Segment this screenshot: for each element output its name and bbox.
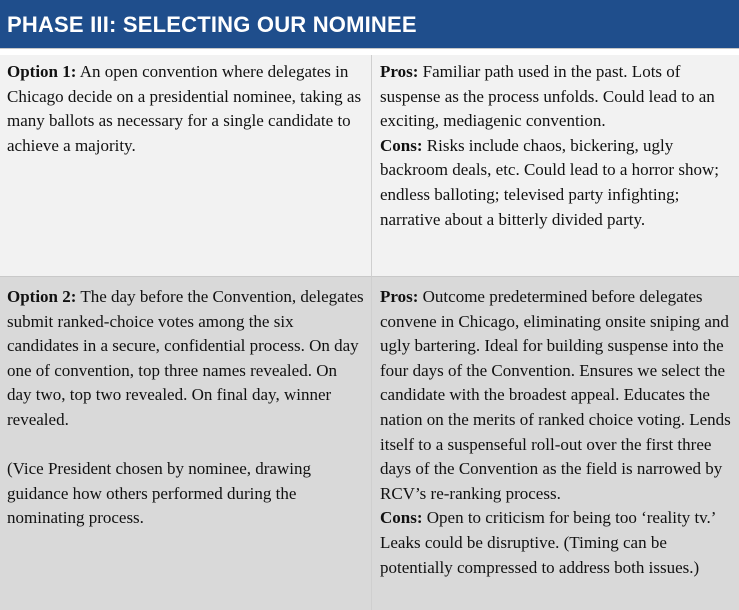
option-2-pros: [380, 285, 733, 506]
option-1-pros-label: Pros:: [380, 62, 419, 81]
option-2-pros-cons: [371, 276, 739, 610]
option-2-text: The day before the Convention, delegates submit ranked-choice votes among the six candidates in a secure, confidential process. On day one of convention, top three names revealed. On day two, top two revealed. On final day, winner revealed.: [7, 287, 364, 429]
option-1-description: [0, 55, 371, 276]
paragraph-gap: [7, 433, 365, 458]
option-1-pros-cons: [371, 55, 739, 276]
option-2-cons: [380, 506, 733, 580]
option-1-cons: [380, 134, 733, 232]
option-2-cons-text: Open to criticism for being too ‘reality tv.’ Leaks could be disruptive. (Timing can be potentially compressed to address both issues.): [380, 508, 716, 577]
option-2-description: [0, 276, 371, 610]
option-1-label: Option 1:: [7, 62, 77, 81]
option-2-label: Option 2:: [7, 287, 77, 306]
option-1-paragraph: [7, 60, 365, 158]
option-1-cons-label: Cons:: [380, 135, 423, 155]
options-table: [0, 55, 739, 610]
option-2-cons-label: Cons:: [380, 508, 423, 528]
page-title: PHASE III: SELECTING OUR NOMINEE: [0, 0, 739, 49]
option-1-pros-text: Familiar path used in the past. Lots of suspense as the process unfolds. Could lead to an exciting, mediagenic convention.: [380, 62, 715, 131]
option-1-text: An open convention where delegates in Chicago decide on a presidential nominee, taking as many ballots as necessary for a single candidate to achieve a majority.: [7, 62, 362, 155]
option-1-pros: [380, 60, 733, 134]
option-2-pros-label: Pros:: [380, 287, 419, 306]
option-1-cons-text: Risks include chaos, bickering, ugly backroom deals, etc. Could lead to a horror show; endless balloting; televised party infighting; narrative about a bitterly divided party.: [380, 135, 719, 229]
option-2-paragraph: [7, 285, 365, 433]
option-2-note: (Vice President chosen by nominee, drawing guidance how others performed during the nominating process.: [7, 459, 311, 528]
option-2-pros-text: Outcome predetermined before delegates convene in Chicago, eliminating onsite sniping and ugly bartering. Ideal for building suspense into the four days of the Convention. Ensures we select the candidate with the broadest appeal. Educates the nation on the merits of ranked choice voting. Lends itself to a suspenseful roll-out over the first three days of the Convention as the field is narrowed by RCV’s re-ranking process.: [380, 287, 731, 503]
